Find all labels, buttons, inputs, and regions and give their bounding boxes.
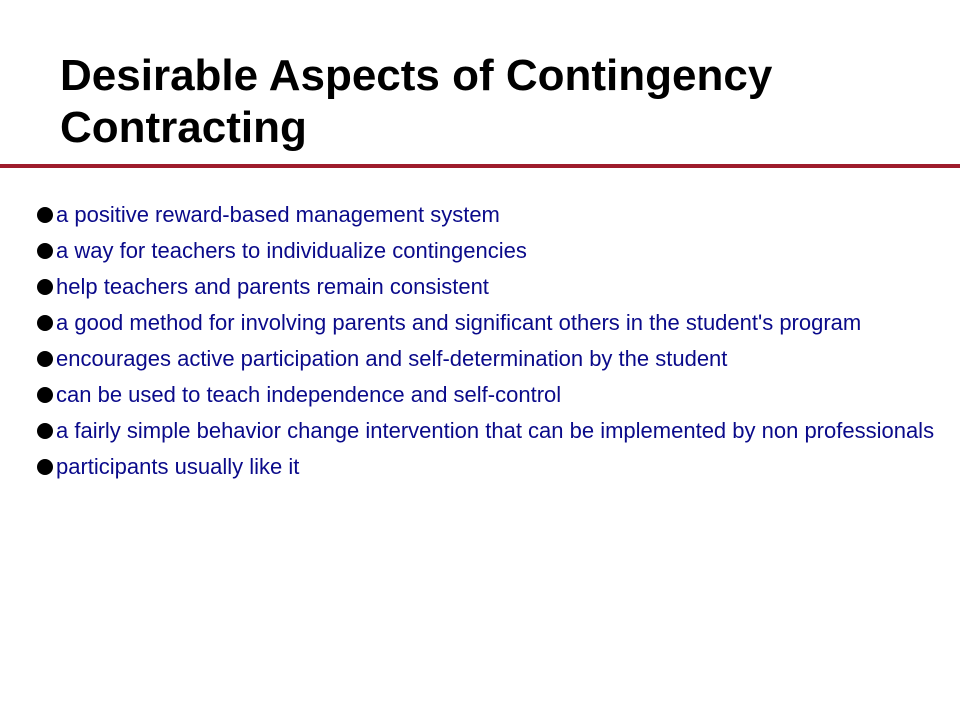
bullet-dot-icon	[37, 459, 53, 475]
bullet-dot-icon	[37, 207, 53, 223]
bullet-dot-icon	[37, 243, 53, 259]
bullet-dot-icon	[37, 351, 53, 367]
bullet-dot-icon	[37, 279, 53, 295]
bullet-item	[36, 236, 936, 266]
slide-title: Desirable Aspects of Contingency Contracting	[60, 51, 773, 152]
bullet-text: participants usually like it	[56, 454, 300, 479]
bullet-text: a positive reward-based management system	[56, 202, 500, 227]
bullet-item	[36, 416, 936, 446]
bullet-dot-icon	[37, 387, 53, 403]
bullet-text: encourages active participation and self-determination by the student	[56, 346, 728, 371]
bullet-item	[36, 452, 936, 482]
bullet-text: help teachers and parents remain consistent	[56, 274, 489, 299]
bullet-item	[36, 344, 936, 374]
bullet-item	[36, 272, 936, 302]
bullet-list	[36, 200, 936, 488]
bullet-text: a good method for involving parents and significant others in the student's program	[56, 310, 862, 335]
bullet-item	[36, 200, 936, 230]
title-divider	[0, 164, 960, 168]
bullet-text: can be used to teach independence and self-control	[56, 382, 562, 407]
bullet-text: a way for teachers to individualize contingencies	[56, 238, 527, 263]
bullet-item	[36, 380, 936, 410]
bullet-dot-icon	[37, 423, 53, 439]
bullet-item	[36, 308, 936, 338]
bullet-dot-icon	[37, 315, 53, 331]
bullet-text: a fairly simple behavior change intervention that can be implemented by non professionals	[56, 418, 935, 443]
